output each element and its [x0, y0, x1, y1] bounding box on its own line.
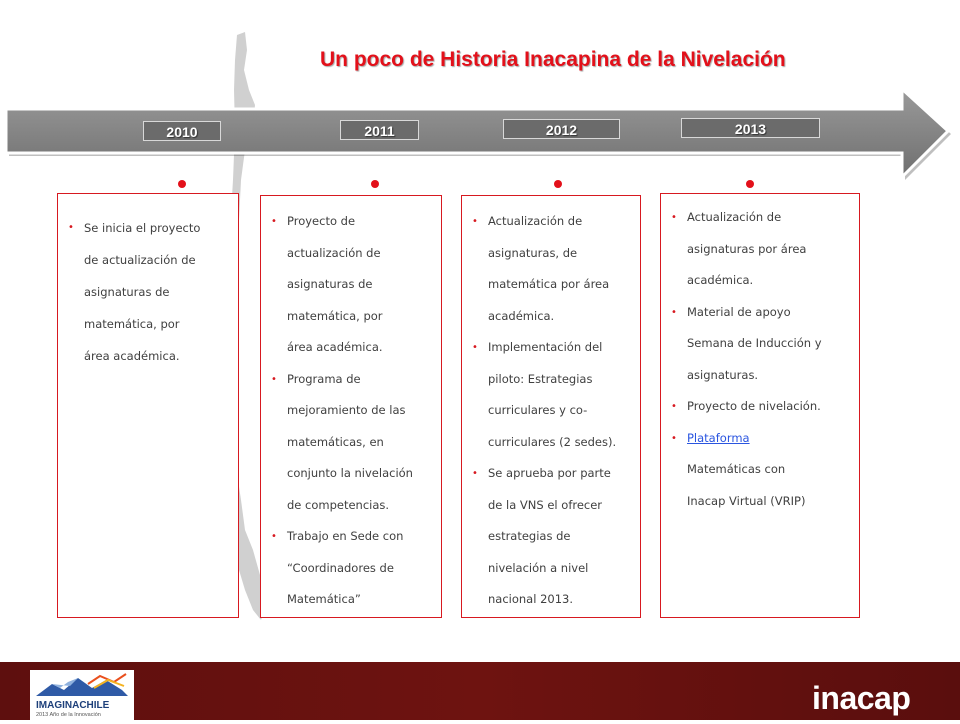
item-line: asignaturas por área: [687, 241, 807, 256]
list-item: [661, 202, 859, 297]
item-line: Matemática”: [287, 592, 361, 606]
item-line: Inacap Virtual (VRIP): [687, 493, 806, 508]
item-line: de competencias.: [287, 497, 390, 512]
item-line: • Programa de: [287, 371, 361, 386]
timeline-marker: [371, 180, 379, 188]
item-line: matemática, por: [84, 317, 180, 331]
plataforma-link[interactable]: Plataforma: [687, 430, 750, 445]
timeline-marker: [746, 180, 754, 188]
year-2010: 2010: [143, 121, 221, 141]
panel-2012: [461, 195, 641, 618]
list-item: [661, 297, 859, 392]
logo-tagline: 2013 Año de la Innovación: [36, 712, 101, 718]
imaginachile-logo: [30, 670, 134, 720]
item-line: • Actualización de: [488, 214, 583, 228]
item-line: asignaturas de: [287, 277, 373, 291]
item-line: “Coordinadores de: [287, 560, 394, 575]
list-item: [261, 364, 441, 522]
list-item: [462, 332, 640, 458]
year-2012: 2012: [503, 119, 620, 139]
item-line: Semana de Inducción y: [687, 336, 822, 350]
item-line: área académica.: [287, 340, 383, 354]
item-line: asignaturas de: [84, 285, 170, 299]
list-item: [58, 212, 238, 372]
item-line: matemática por área: [488, 277, 610, 291]
item-line: académica.: [488, 308, 555, 323]
item-line: asignaturas, de: [488, 245, 578, 260]
item-line: • Trabajo en Sede con: [287, 529, 404, 543]
item-line: académica.: [687, 273, 754, 287]
list-item: [462, 458, 640, 616]
item-line: estrategias de: [488, 529, 571, 543]
panel-2013: [660, 193, 860, 618]
item-line: • Actualización de: [687, 210, 782, 224]
item-line: • Se aprueba por parte: [488, 466, 611, 480]
list-item: [261, 206, 441, 364]
item-line: matemáticas, en: [287, 434, 384, 449]
item-line: • Implementación del: [488, 340, 603, 354]
item-line: nacional 2013.: [488, 592, 573, 606]
item-line: • Se inicia el proyecto: [84, 221, 201, 235]
timeline-marker: [178, 180, 186, 188]
year-2013: 2013: [681, 118, 820, 138]
item-line: de la VNS el ofrecer: [488, 497, 603, 512]
panel-2011: [260, 195, 442, 618]
timeline-marker: [554, 180, 562, 188]
list-item: [462, 206, 640, 332]
mountains-icon: [30, 670, 134, 720]
item-line: de actualización de: [84, 253, 196, 267]
item-line: conjunto la nivelación: [287, 466, 413, 480]
item-line: mejoramiento de las: [287, 403, 406, 417]
year-2011: 2011: [340, 120, 419, 140]
page-title: Un poco de Historia Inacapina de la Nivelación: [320, 48, 786, 71]
item-line: Matemáticas con: [687, 462, 786, 476]
item-line: asignaturas.: [687, 367, 759, 382]
logo-wordmark: IMAGINACHILE: [36, 700, 110, 711]
list-item: [661, 423, 859, 518]
item-line: nivelación a nivel: [488, 560, 589, 575]
item-line: • Proyecto de: [287, 214, 356, 228]
item-line: • Proyecto de nivelación.: [687, 399, 821, 413]
item-line: matemática, por: [287, 308, 383, 323]
list-item: [661, 391, 859, 423]
list-item: [261, 521, 441, 616]
item-line: curriculares y co-: [488, 403, 588, 417]
item-line: piloto: Estrategias: [488, 371, 593, 386]
item-line: • Material de apoyo: [687, 304, 791, 319]
item-line: curriculares (2 sedes).: [488, 434, 617, 449]
inacap-logo: inacap: [812, 680, 911, 716]
item-line: actualización de: [287, 245, 381, 260]
item-line: área académica.: [84, 349, 180, 363]
panel-2010: [57, 193, 239, 618]
